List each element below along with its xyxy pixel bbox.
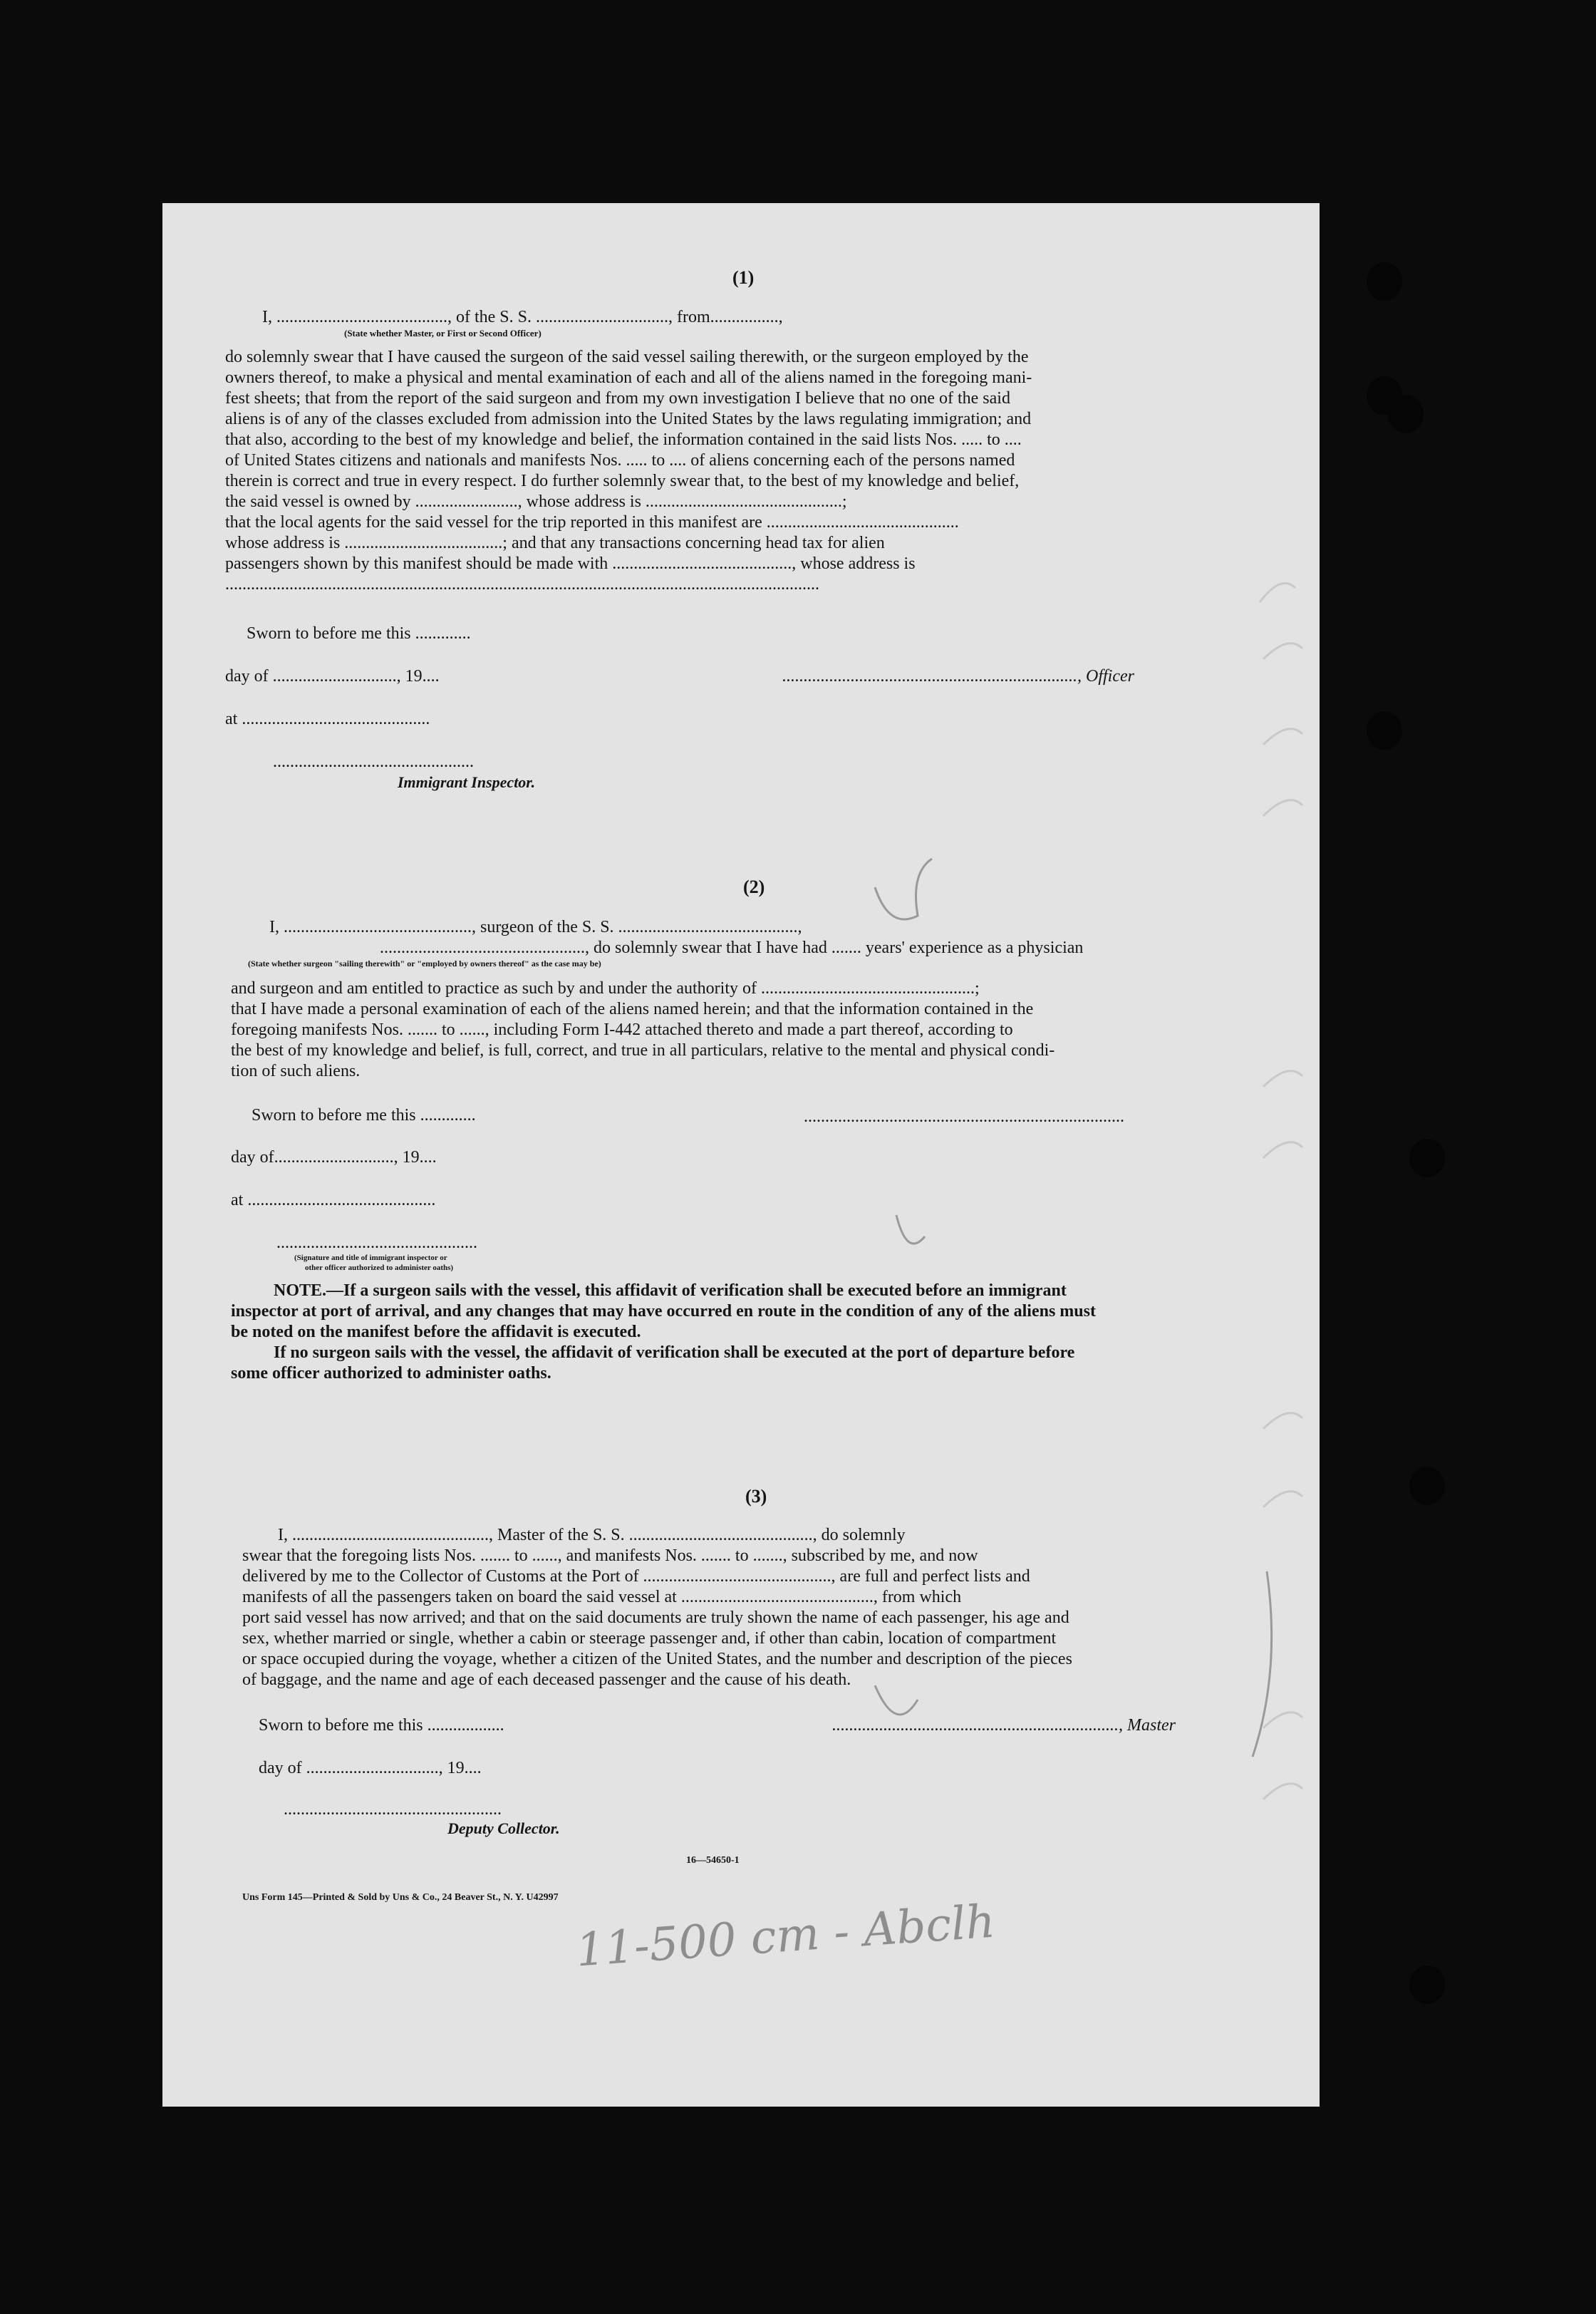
section-1-line: fest sheets; that from the report of the said surgeon and from my own investigation I believe that no one of the said	[225, 389, 1010, 408]
section-2-signature-caption: other officer authorized to administer oaths)	[305, 1264, 454, 1272]
section-3-collector: Deputy Collector.	[447, 1819, 560, 1837]
section-3-line: of baggage, and the name and age of each deceased passenger and the cause of his death.	[242, 1670, 851, 1689]
note-line: If no surgeon sails with the vessel, the affidavit of verification shall be executed at the port of departure before	[274, 1343, 1075, 1362]
section-3-signature-line: ...................................................	[284, 1800, 502, 1819]
note-line: NOTE.—If a surgeon sails with the vessel, this affidavit of verification shall be executed before an immigrant	[274, 1281, 1067, 1300]
section-3-line: I, .............................................., Master of the S. S. ..........................................., do solemnly	[278, 1526, 906, 1544]
section-2-second-line: ................................................, do solemnly swear that I have had ....... years' experience as a physician	[380, 939, 1084, 957]
binder-hole	[1409, 1139, 1445, 1177]
section-2-signature-line: ...............................................	[276, 1234, 477, 1252]
section-1-line: owners thereof, to make a physical and mental examination of each and all of the aliens named in the foregoing mani-	[225, 368, 1032, 387]
binder-hole	[1388, 395, 1424, 433]
section-1-line: the said vessel is owned by ........................, whose address is ..............................................;	[225, 492, 847, 511]
section-2-line: and surgeon and am entitled to practice as such by and under the authority of ..................................................;	[231, 979, 980, 998]
section-3-line: port said vessel has now arrived; and that on the said documents are truly shown the name of each passenger, his age and	[242, 1608, 1069, 1627]
section-2-signature-caption: (Signature and title of immigrant inspector or	[294, 1254, 447, 1262]
note-line: inspector at port of arrival, and any changes that may have occurred en route in the condition of any of the aliens must	[231, 1302, 1096, 1321]
section-2-caption: (State whether surgeon "sailing therewith" or "employed by owners thereof" as the case may be)	[248, 959, 601, 969]
section-3-line: delivered by me to the Collector of Customs at the Port of ............................................, are full and perfect lists and	[242, 1567, 1030, 1586]
section-3-line: or space occupied during the voyage, whether a citizen of the United States, and the number and description of the pieces	[242, 1650, 1072, 1668]
section-1-officer-line: ....................................................................., Officer	[782, 667, 1134, 686]
section-3-number: (3)	[745, 1486, 767, 1507]
handwritten-notation: 11-500 cm - Abclh	[574, 1895, 997, 1978]
section-1-line: ...........................................................................................................................................	[225, 575, 819, 594]
section-3-sworn: Sworn to before me this ..................	[259, 1716, 504, 1735]
binder-hole	[1409, 1966, 1445, 2004]
section-2-line: foregoing manifests Nos. ....... to ......, including Form I-442 attached thereto and made a part thereof, according to	[231, 1021, 1013, 1039]
section-1-line: whose address is .....................................; and that any transactions concerning head tax for alien	[225, 534, 885, 552]
section-2-first-line: I, ............................................, surgeon of the S. S. ..........................................,	[269, 918, 802, 936]
section-1-signature-line: ...............................................	[273, 753, 474, 771]
section-3-master-line: ..................................................................., Master	[832, 1716, 1176, 1735]
bleed-through-marks	[162, 203, 1320, 2107]
section-2-sworn: Sworn to before me this .............	[252, 1106, 476, 1125]
section-1-line: do solemnly swear that I have caused the surgeon of the said vessel sailing therewith, or the surgeon employed by the	[225, 348, 1029, 366]
section-3-line: swear that the foregoing lists Nos. ....... to ......, and manifests Nos. ....... to ......., subscribed by me, and now	[242, 1546, 978, 1565]
form-code: 16—54650-1	[686, 1855, 740, 1866]
section-1-line: passengers shown by this manifest should be made with .........................................., whose address is	[225, 554, 916, 573]
binder-hole	[1367, 262, 1402, 301]
section-1-first-line: I, ........................................, of the S. S. ..............................., from................,	[262, 308, 783, 326]
binder-hole	[1409, 1467, 1445, 1505]
section-1-line: of United States citizens and nationals and manifests Nos. ..... to .... of aliens concerning each of the persons named	[225, 451, 1015, 470]
printer-footer: Uns Form 145—Printed & Sold by Uns & Co., 24 Beaver St., N. Y. U42997	[242, 1892, 559, 1903]
section-1-day: day of ............................., 19....	[225, 667, 440, 686]
section-1-line: therein is correct and true in every respect. I do further solemnly swear that, to the best of my knowledge and belief,	[225, 472, 1020, 490]
manifest-affidavit-page	[162, 203, 1320, 2107]
section-3-day: day of ..............................., 19....	[259, 1759, 482, 1777]
section-2-day: day of............................, 19....	[231, 1148, 437, 1167]
section-2-right-line: ...........................................................................	[804, 1107, 1124, 1126]
section-3-line: manifests of all the passengers taken on board the said vessel at ............................................., from which	[242, 1588, 962, 1606]
section-2-line: the best of my knowledge and belief, is full, correct, and true in all particulars, relative to the mental and physical condi-	[231, 1041, 1055, 1060]
section-1-at: at ............................................	[225, 710, 430, 728]
section-2-at: at ............................................	[231, 1191, 436, 1209]
section-1-caption: (State whether Master, or First or Second Officer)	[344, 328, 542, 339]
section-1-sworn: Sworn to before me this .............	[247, 624, 471, 643]
section-1-line: aliens is of any of the classes excluded from admission into the United States by the laws regulating immigration; and	[225, 410, 1032, 428]
section-2-line: that I have made a personal examination of each of the aliens named herein; and that the information contained in the	[231, 1000, 1034, 1018]
section-3-line: sex, whether married or single, whether a cabin or steerage passenger and, if other than cabin, location of compartment	[242, 1629, 1057, 1648]
note-line: some officer authorized to administer oaths.	[231, 1364, 551, 1383]
section-1-line: that also, according to the best of my knowledge and belief, the information contained in the said lists Nos. ..... to ....	[225, 430, 1022, 449]
section-1-inspector: Immigrant Inspector.	[398, 773, 536, 791]
note-line: be noted on the manifest before the affidavit is executed.	[231, 1323, 641, 1341]
section-2-line: tion of such aliens.	[231, 1062, 361, 1080]
binder-hole	[1367, 711, 1402, 750]
section-1-line: that the local agents for the said vessel for the trip reported in this manifest are .............................................	[225, 513, 959, 532]
section-2-number: (2)	[743, 877, 765, 897]
section-1-number: (1)	[732, 267, 755, 288]
